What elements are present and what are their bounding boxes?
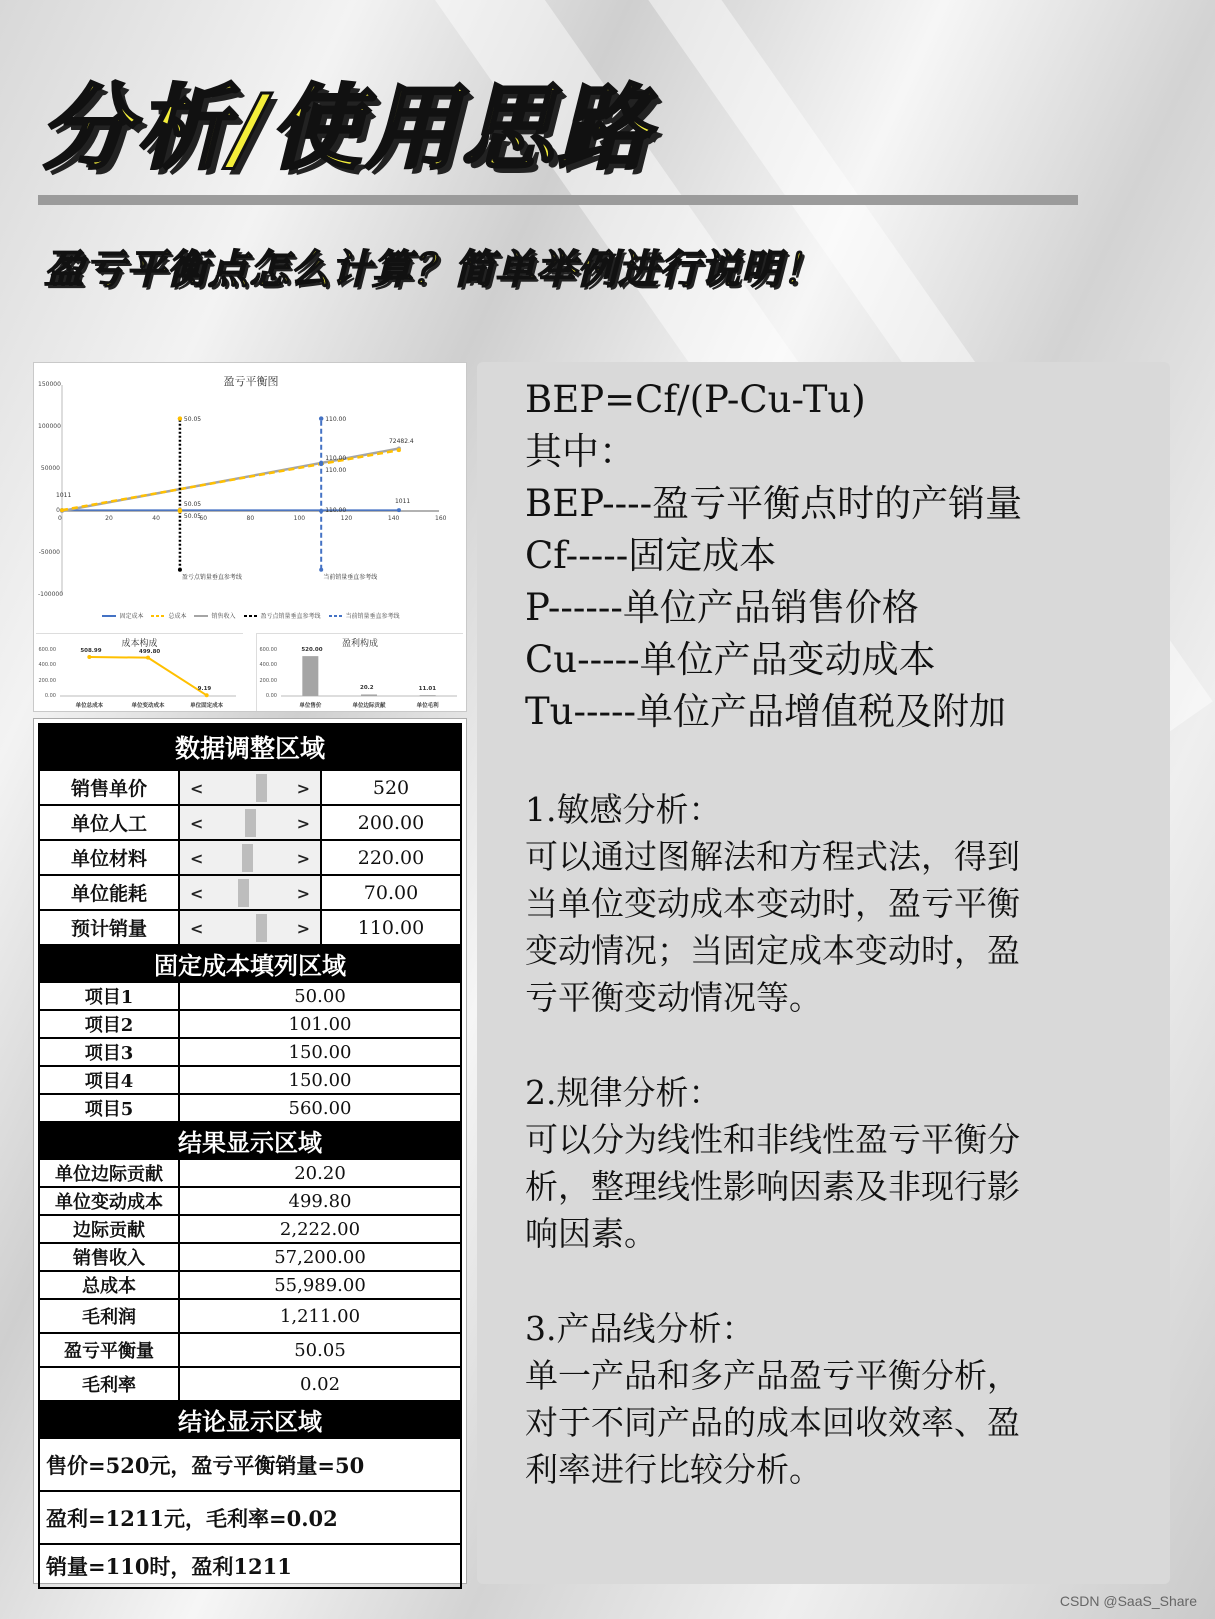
y-tick-label: 50000 xyxy=(40,465,60,472)
result-value: 20.20 xyxy=(179,1159,461,1187)
bep-formula: BEP=Cf/(P-Cu-Tu) xyxy=(525,378,866,421)
sub-y-tick: 200.00 xyxy=(259,677,277,684)
title-divider xyxy=(38,195,1078,205)
bep-ref-point xyxy=(178,416,182,420)
chart-legend xyxy=(34,611,468,620)
fixed-header: 固定成本填列区域 xyxy=(39,945,461,982)
legend-item xyxy=(151,611,186,620)
x-tick-label: 40 xyxy=(152,515,160,522)
definition-line: Tu-----单位产品增值税及附加 xyxy=(525,690,1007,733)
result-label: 盈亏平衡量 xyxy=(39,1333,179,1367)
sub-y-tick: 0.00 xyxy=(265,693,277,699)
scroll-right-button[interactable]: > xyxy=(296,779,310,798)
x-tick-label: 80 xyxy=(246,515,255,522)
conclusion-row xyxy=(39,1491,461,1544)
legend-swatch xyxy=(329,615,343,617)
sub-category-label: 单位毛利 xyxy=(416,703,439,709)
result-row xyxy=(39,1243,461,1271)
result-value: 1,211.00 xyxy=(179,1299,461,1333)
scroll-thumb[interactable] xyxy=(238,879,249,907)
legend-item xyxy=(329,611,400,620)
scroll-thumb[interactable] xyxy=(245,809,256,837)
sub-data-label: 499.80 xyxy=(139,648,161,655)
adjust-scrollbar[interactable] xyxy=(179,840,321,875)
result-label: 毛利润 xyxy=(39,1299,179,1333)
fixed-value: 101.00 xyxy=(179,1010,461,1038)
adjust-label: 销售单价 xyxy=(39,770,179,805)
result-value: 55,989.00 xyxy=(179,1271,461,1299)
fixed-label: 项目1 xyxy=(39,982,179,1010)
cost-point xyxy=(205,693,209,697)
adjust-row xyxy=(39,910,461,945)
sub-y-tick: 200.00 xyxy=(38,677,56,684)
series-line-1 xyxy=(62,450,399,510)
result-row xyxy=(39,1215,461,1243)
adjust-label: 预计销量 xyxy=(39,910,179,945)
sub-category-label: 单位变动成本 xyxy=(131,703,165,709)
adjust-value: 200.00 xyxy=(321,805,461,840)
analysis-heading: 2.规律分析： xyxy=(525,1073,722,1112)
definition-line: Cf-----固定成本 xyxy=(525,534,777,577)
data-label: 72482.4 xyxy=(388,438,414,446)
legend-label: 销售收入 xyxy=(211,613,236,620)
fixed-row xyxy=(39,982,461,1010)
x-tick-label: 60 xyxy=(199,515,208,522)
sub-y-tick: 600.00 xyxy=(259,647,277,653)
result-value: 0.02 xyxy=(179,1367,461,1401)
conclusion-row xyxy=(39,1438,461,1491)
result-row xyxy=(39,1333,461,1367)
data-sheet xyxy=(33,718,467,1584)
result-row xyxy=(39,1367,461,1401)
legend-swatch xyxy=(102,615,116,617)
fixed-row xyxy=(39,1038,461,1066)
scroll-left-button[interactable]: < xyxy=(190,779,204,798)
watermark: CSDN @SaaS_Share xyxy=(1059,1593,1197,1609)
y-tick-label: 0 xyxy=(56,507,60,514)
sub-data-label: 20.2 xyxy=(360,685,374,692)
scroll-right-button[interactable]: > xyxy=(296,849,310,868)
result-value: 57,200.00 xyxy=(179,1243,461,1271)
adjust-value: 110.00 xyxy=(321,910,461,945)
page-title: 分析/使用思路 xyxy=(40,75,654,182)
result-label: 单位变动成本 xyxy=(39,1187,179,1215)
result-label: 毛利率 xyxy=(39,1367,179,1401)
y-tick-label: -50000 xyxy=(38,549,60,556)
adjust-row xyxy=(39,840,461,875)
x-tick-label: 0 xyxy=(58,515,62,522)
sub-y-tick: 0.00 xyxy=(44,693,56,699)
adjust-row xyxy=(39,805,461,840)
profit-bar xyxy=(420,695,436,696)
analysis-heading: 1.敏感分析： xyxy=(525,790,722,829)
adjust-value: 520 xyxy=(321,770,461,805)
x-tick-label: 160 xyxy=(435,515,447,522)
sheet-table xyxy=(38,723,462,1589)
fixed-row xyxy=(39,1094,461,1122)
result-row xyxy=(39,1271,461,1299)
result-row xyxy=(39,1299,461,1333)
fixed-label: 项目3 xyxy=(39,1038,179,1066)
adjust-label: 单位人工 xyxy=(39,805,179,840)
page-subtitle: 盈亏平衡点怎么计算？简单举例进行说明！ xyxy=(44,247,823,293)
sub-data-label: 508.99 xyxy=(80,647,102,654)
legend-label: 盈亏点销量垂直参考线 xyxy=(260,613,321,620)
series-point-0 xyxy=(397,508,401,512)
analysis-body: 可以分为线性和非线性盈亏平衡分 析，整理线性影响因素及非现行影 响因素。 xyxy=(525,1120,1020,1253)
cost-line xyxy=(89,657,206,695)
breakeven-plot xyxy=(34,363,468,628)
profit-structure-chart xyxy=(256,633,463,711)
fixed-value: 560.00 xyxy=(179,1094,461,1122)
legend-label: 当前销量垂直参考线 xyxy=(345,613,400,620)
sub-data-label: 520.00 xyxy=(301,647,323,654)
sub-y-tick: 400.00 xyxy=(259,662,277,669)
result-header: 结果显示区域 xyxy=(39,1122,461,1159)
fixed-value: 150.00 xyxy=(179,1038,461,1066)
definition-line: BEP----盈亏平衡点时的产销量 xyxy=(525,482,1023,525)
sub-data-label: 11.01 xyxy=(418,686,437,693)
legend-swatch xyxy=(194,615,208,617)
fixed-label: 项目5 xyxy=(39,1094,179,1122)
scroll-left-button[interactable]: < xyxy=(190,919,204,938)
y-tick-label: 150000 xyxy=(38,381,61,388)
adjust-scrollbar[interactable] xyxy=(179,770,321,805)
sub-y-tick: 600.00 xyxy=(38,647,56,653)
adjust-label: 单位能耗 xyxy=(39,875,179,910)
sub-category-label: 单位固定成本 xyxy=(190,703,224,709)
result-label: 总成本 xyxy=(39,1271,179,1299)
chart-panel xyxy=(33,362,467,712)
result-label: 销售收入 xyxy=(39,1243,179,1271)
scroll-left-button[interactable]: < xyxy=(190,884,204,903)
data-label: 50.05 xyxy=(183,415,202,423)
adjust-header: 数据调整区域 xyxy=(39,724,461,770)
x-tick-label: 20 xyxy=(105,515,113,522)
y-tick-label: 100000 xyxy=(38,423,61,430)
result-row xyxy=(39,1159,461,1187)
x-tick-label: 120 xyxy=(340,515,353,522)
series-point-3 xyxy=(178,568,182,572)
scroll-thumb[interactable] xyxy=(242,844,253,872)
series-point-1 xyxy=(60,508,64,512)
result-value: 499.80 xyxy=(179,1187,461,1215)
sub-y-tick: 400.00 xyxy=(38,662,56,669)
series-point-4 xyxy=(319,568,323,572)
cost-point xyxy=(146,656,150,660)
sub-category-label: 单位总成本 xyxy=(75,703,104,709)
data-label: 50.05 xyxy=(183,513,202,520)
conclusion-row xyxy=(39,1544,461,1588)
fixed-row xyxy=(39,1066,461,1094)
cost-point xyxy=(87,655,91,659)
legend-item xyxy=(194,611,235,620)
sub-category-label: 单位售价 xyxy=(299,703,322,709)
conclusion-header: 结论显示区域 xyxy=(39,1401,461,1438)
x-tick-label: 140 xyxy=(387,515,400,522)
adjust-row xyxy=(39,875,461,910)
legend-item xyxy=(102,611,143,620)
fixed-label: 项目2 xyxy=(39,1010,179,1038)
analysis-body: 单一产品和多产品盈亏平衡分析， 对于不同产品的成本回收效率、盈 利率进行比较分析。 xyxy=(525,1356,1020,1489)
conclusion-text: 盈利=1211元，毛利率=0.02 xyxy=(39,1491,461,1544)
data-label: 110.00 xyxy=(325,507,347,514)
data-label: 50.05 xyxy=(183,500,202,508)
adjust-scrollbar[interactable] xyxy=(179,875,321,910)
legend-label: 总成本 xyxy=(168,613,187,620)
fixed-value: 150.00 xyxy=(179,1066,461,1094)
fixed-row xyxy=(39,1010,461,1038)
sub-data-label: 9.19 xyxy=(197,686,212,693)
fixed-value: 50.00 xyxy=(179,982,461,1010)
fixed-label: 项目4 xyxy=(39,1066,179,1094)
legend-label: 固定成本 xyxy=(119,613,144,620)
data-label: 1011 xyxy=(56,492,72,500)
conclusion-text: 销量=110时，盈利1211 xyxy=(39,1544,461,1588)
result-row xyxy=(39,1187,461,1215)
adjust-value: 220.00 xyxy=(321,840,461,875)
profit-chart-title: 盈利构成 xyxy=(341,639,378,649)
scroll-left-button[interactable]: < xyxy=(190,814,204,833)
profit-bar xyxy=(361,694,377,696)
cost-chart-title: 成本构成 xyxy=(121,639,158,649)
scroll-thumb[interactable] xyxy=(256,774,267,802)
data-label: 1011 xyxy=(394,498,411,506)
scroll-thumb[interactable] xyxy=(256,914,267,942)
legend-swatch xyxy=(244,615,258,617)
x-tick-label: 100 xyxy=(293,515,306,522)
data-label: 盈亏点销量垂直参考线 xyxy=(181,574,242,582)
scroll-left-button[interactable]: < xyxy=(190,849,204,868)
definition-line: Cu-----单位产品变动成本 xyxy=(525,638,936,681)
adjust-row xyxy=(39,770,461,805)
data-label: 110.00 xyxy=(325,466,347,474)
sub-category-label: 单位边际贡献 xyxy=(352,703,386,709)
chart-title: 盈亏平衡图 xyxy=(223,375,279,388)
result-value: 2,222.00 xyxy=(179,1215,461,1243)
adjust-value: 70.00 xyxy=(321,875,461,910)
scroll-right-button[interactable]: > xyxy=(296,919,310,938)
where-label: 其中： xyxy=(525,430,636,473)
analysis-heading: 3.产品线分析： xyxy=(525,1309,755,1348)
result-value: 50.05 xyxy=(179,1333,461,1367)
data-label: 当前销量垂直参考线 xyxy=(323,574,378,582)
scroll-right-button[interactable]: > xyxy=(296,884,310,903)
breakeven-chart xyxy=(34,363,468,628)
adjust-scrollbar[interactable] xyxy=(179,910,321,945)
analysis-body: 可以通过图解法和方程式法，得到 当单位变动成本变动时，盈亏平衡 变动情况；当固定成本变动时，盈 亏平衡变动情况等。 xyxy=(525,837,1020,1017)
adjust-scrollbar[interactable] xyxy=(179,805,321,840)
y-tick-label: -100000 xyxy=(38,591,64,598)
legend-swatch xyxy=(151,615,165,617)
series-point-1 xyxy=(397,448,401,452)
bep-ref-point xyxy=(178,509,182,513)
adjust-label: 单位材料 xyxy=(39,840,179,875)
result-label: 边际贡献 xyxy=(39,1215,179,1243)
current-ref-point xyxy=(319,416,323,420)
scroll-right-button[interactable]: > xyxy=(296,814,310,833)
cost-structure-chart xyxy=(36,633,243,711)
data-label: 110.00 xyxy=(325,415,347,423)
legend-item xyxy=(244,611,321,620)
data-label: 110.00 xyxy=(325,454,347,462)
conclusion-text: 售价=520元，盈亏平衡销量=50 xyxy=(39,1438,461,1491)
current-ref-point xyxy=(319,509,323,513)
profit-bar xyxy=(302,656,318,696)
explanation-panel xyxy=(477,362,1170,1584)
result-label: 单位边际贡献 xyxy=(39,1159,179,1187)
current-ref-point xyxy=(319,462,323,466)
definition-line: P------单位产品销售价格 xyxy=(525,586,919,629)
